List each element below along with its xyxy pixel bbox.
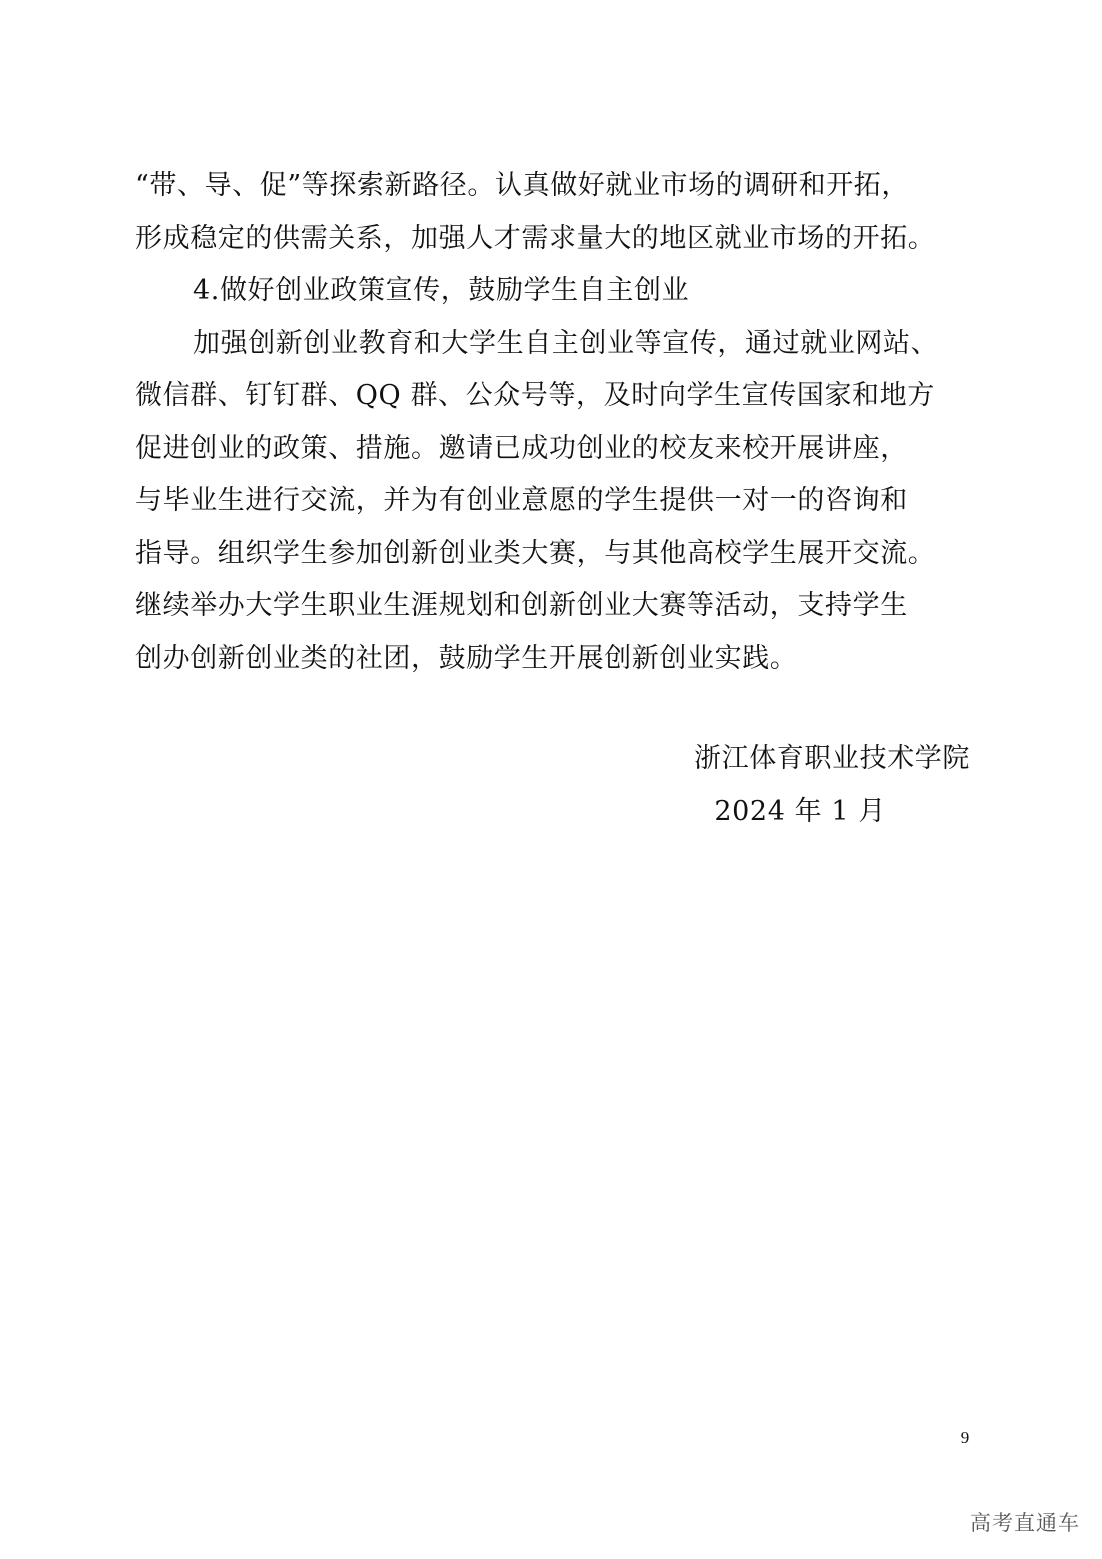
paragraph-line: 促进创业的政策、措施。邀请已成功创业的校友来校开展讲座， [135,432,908,464]
watermark: 高考直通车 [970,1511,1080,1535]
paragraph-line: “带、导、促”等探索新路径。认真做好就业市场的调研和开拓， [135,170,910,201]
paragraph-line: 指导。组织学生参加创新创业类大赛，与其他高校学生展开交流。 [135,537,936,569]
paragraph-line: 继续举办大学生职业生涯规划和创新创业大赛等活动，支持学生 [135,590,908,621]
document-body [135,160,975,685]
page-number: 9 [960,1428,970,1447]
signature-organization: 浙江体育职业技术学院 [694,743,970,774]
paragraph-line: 加强创新创业教育和大学生自主创业等宣传，通过就业网站、 [193,327,939,359]
paragraph-line: 形成稳定的供需关系，加强人才需求量大的地区就业市场的开拓。 [135,222,936,254]
signature-block [560,733,970,838]
paragraph-line: 与毕业生进行交流，并为有创业意愿的学生提供一对一的咨询和 [135,485,908,516]
signature-date: 2024 年 1 月 [714,795,886,827]
section-heading: 4.做好创业政策宣传，鼓励学生自主创业 [193,275,690,306]
paragraph-line: 创办创新创业类的社团，鼓励学生开展创新创业实践。 [135,642,798,674]
paragraph-line: 微信群、钉钉群、QQ 群、公众号等，及时向学生宣传国家和地方 [135,380,935,411]
